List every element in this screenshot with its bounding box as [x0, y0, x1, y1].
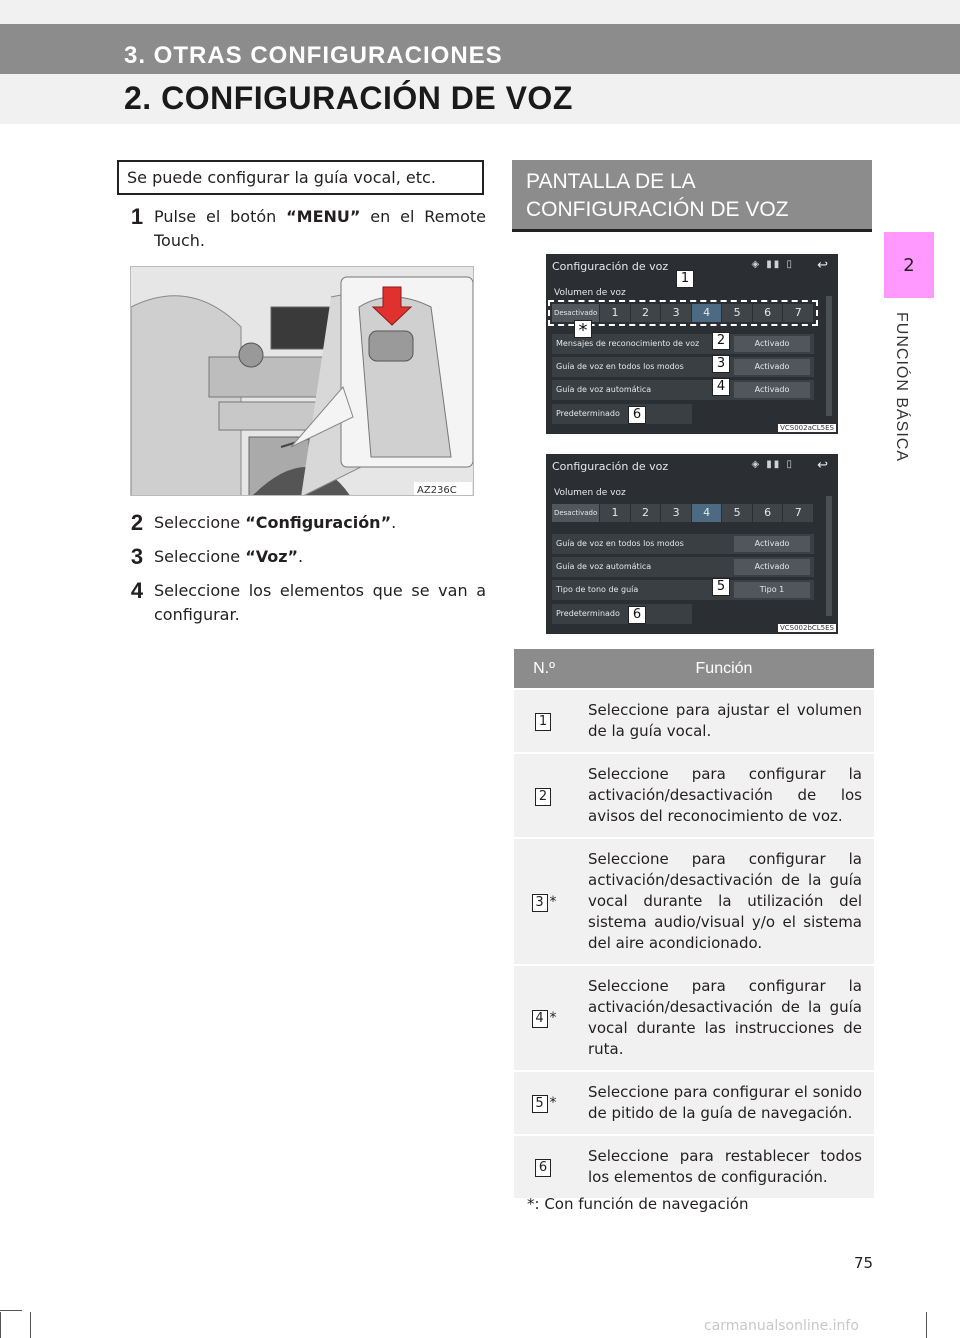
row-star: * [549, 1095, 557, 1111]
function-table [514, 649, 874, 1198]
row-number-cell [514, 753, 574, 838]
table-row [514, 838, 874, 965]
callout-star: * [574, 320, 592, 338]
row-number-cell [514, 838, 574, 965]
step-number: 4 [130, 578, 144, 603]
back-arrow-icon[interactable]: ↩ [817, 258, 828, 273]
step-number: 2 [130, 510, 144, 535]
volume-off-button[interactable]: Desactivado [552, 304, 600, 322]
volume-label: Volumen de voz [554, 488, 626, 498]
header-number: N.º [514, 649, 574, 689]
row-number: 2 [535, 788, 551, 806]
row-text: Seleccione para restablecer todos los elementos de configuración. [574, 1135, 874, 1198]
setting-value[interactable]: Activado [734, 536, 810, 552]
scrollbar[interactable] [826, 296, 832, 416]
volume-level-button[interactable]: 6 [753, 304, 784, 322]
step-text-post: . [391, 513, 397, 532]
step-text-bold: “Voz” [245, 547, 299, 566]
step-text-post: . [298, 547, 304, 566]
step-text-bold: “Configuración” [245, 513, 392, 532]
callout-2: 2 [712, 332, 730, 350]
row-star: * [549, 893, 557, 910]
page-title: 2. CONFIGURACIÓN DE VOZ [124, 80, 573, 116]
header-function: Función [574, 649, 874, 689]
setting-label: Guía de voz en todos los modos [556, 362, 684, 371]
row-text: Seleccione para ajustar el volumen de la guía vocal. [574, 689, 874, 753]
step-text [154, 579, 486, 627]
row-number: 1 [535, 713, 551, 731]
screen-title: Configuración de voz [552, 260, 669, 273]
default-button[interactable]: Predeterminado [552, 404, 692, 424]
step-text-pre: Seleccione los elementos que se van a configurar. [154, 581, 486, 624]
volume-level-selector[interactable] [552, 504, 814, 522]
screen-title: Configuración de voz [552, 460, 669, 473]
intro-box: Se puede configurar la guía vocal, etc. [117, 160, 484, 195]
volume-level-button[interactable]: 6 [753, 504, 784, 522]
step-text-post: en el Remote Touch. [154, 207, 487, 250]
volume-level-button[interactable]: 1 [600, 304, 631, 322]
volume-off-button[interactable]: Desactivado [552, 504, 600, 522]
status-icons: ◈ ▮▮ ▯ [751, 259, 794, 270]
setting-value[interactable]: Tipo 1 [734, 582, 810, 598]
crop-mark [0, 1312, 1, 1338]
callout-1: 1 [676, 270, 694, 288]
table-header-row [514, 649, 874, 689]
screen-section-title: PANTALLA DE LA CONFIGURACIÓN DE VOZ [512, 160, 872, 232]
step-3 [120, 545, 486, 569]
console-illustration [130, 266, 474, 496]
console-drawing [131, 267, 474, 496]
table-row [514, 1135, 874, 1198]
setting-label: Tipo de tono de guía [556, 585, 639, 594]
setting-value[interactable]: Activado [734, 336, 810, 352]
row-text: Seleccione para configurar la activación/desactivación de los avisos del reconocimiento de voz. [574, 753, 874, 838]
table-row [514, 753, 874, 838]
voice-settings-screen-2 [546, 454, 838, 634]
chapter-tab: 2 [884, 232, 934, 298]
volume-level-button[interactable]: 3 [661, 304, 692, 322]
row-number: 5 [532, 1095, 548, 1113]
status-icons: ◈ ▮▮ ▯ [751, 459, 794, 470]
table-row [514, 689, 874, 753]
callout-4: 4 [712, 378, 730, 396]
setting-row[interactable] [552, 534, 814, 554]
chapter-name: FUNCIÓN BÁSICA [893, 312, 910, 463]
volume-level-button[interactable]: 4 [692, 504, 723, 522]
watermark: carmanualsonline.info [704, 1318, 859, 1334]
row-star: * [549, 1010, 557, 1026]
volume-level-button[interactable]: 7 [783, 504, 814, 522]
crop-mark [30, 1312, 31, 1338]
step-text-pre: Seleccione [154, 547, 246, 566]
table-row [514, 1071, 874, 1135]
setting-label: Guía de voz automática [556, 562, 652, 571]
screen-code: VCS002bCL5ES [779, 624, 834, 632]
row-number-cell [514, 965, 574, 1071]
table-row [514, 965, 874, 1071]
row-number-cell [514, 1135, 574, 1198]
setting-label: Guía de voz automática [556, 385, 652, 394]
footnote: *: Con función de navegación [527, 1195, 749, 1213]
scrollbar[interactable] [826, 496, 832, 616]
step-1 [120, 205, 486, 253]
section-name: 3. OTRAS CONFIGURACIONES [124, 42, 503, 69]
volume-level-button[interactable]: 2 [631, 504, 662, 522]
row-number: 3 [532, 894, 548, 912]
setting-value[interactable]: Activado [734, 359, 810, 375]
step-4 [120, 579, 486, 627]
row-number: 4 [532, 1010, 548, 1028]
step-text-pre: Pulse el botón [154, 207, 287, 226]
row-text: Seleccione para configurar el sonido de pitido de la guía de navegación. [574, 1071, 874, 1135]
setting-row[interactable] [552, 357, 814, 377]
step-number: 1 [130, 204, 144, 229]
callout-3: 3 [712, 355, 730, 373]
default-button[interactable]: Predeterminado [552, 604, 692, 624]
screen-code: VCS002aCL5ES [780, 424, 834, 432]
step-text [154, 511, 486, 535]
step-text [154, 205, 486, 253]
row-text: Seleccione para configurar la activación/desactivación de la guía vocal durante la utilización del sistema audio/visual y/o el sistema del aire acondicionado. [574, 838, 874, 965]
setting-row[interactable] [552, 380, 814, 400]
voice-settings-screen-1 [546, 254, 838, 434]
page-number: 75 [854, 1254, 874, 1272]
setting-value[interactable]: Activado [734, 382, 810, 398]
setting-row[interactable] [552, 557, 814, 577]
volume-level-button[interactable]: 7 [783, 304, 814, 322]
volume-level-button[interactable]: 4 [692, 304, 723, 322]
setting-label: Guía de voz en todos los modos [556, 539, 684, 548]
row-number: 6 [535, 1159, 551, 1177]
volume-label: Volumen de voz [554, 288, 626, 298]
setting-value[interactable]: Activado [734, 559, 810, 575]
step-number: 3 [130, 544, 144, 569]
setting-label: Mensajes de reconocimiento de voz [556, 339, 700, 348]
row-number-cell [514, 689, 574, 753]
volume-level-button[interactable]: 1 [600, 504, 631, 522]
step-text-pre: Seleccione [154, 513, 246, 532]
volume-level-button[interactable]: 5 [722, 504, 753, 522]
step-text [154, 545, 486, 569]
back-arrow-icon[interactable]: ↩ [817, 458, 828, 473]
callout-5: 5 [712, 578, 730, 596]
callout-6: 6 [628, 606, 646, 624]
step-text-bold: “MENU” [286, 207, 361, 226]
row-number-cell [514, 1071, 574, 1135]
step-2 [120, 511, 486, 535]
callout-6: 6 [628, 406, 646, 424]
crop-mark [0, 1310, 22, 1311]
setting-row[interactable] [552, 580, 814, 600]
volume-level-button[interactable]: 5 [722, 304, 753, 322]
row-text: Seleccione para configurar la activación/desactivación de la guía vocal durante las instrucciones de ruta. [574, 965, 874, 1071]
volume-level-button[interactable]: 2 [631, 304, 662, 322]
volume-level-button[interactable]: 3 [661, 504, 692, 522]
crop-mark [926, 1312, 927, 1338]
photo-code: AZ236C [417, 485, 457, 496]
